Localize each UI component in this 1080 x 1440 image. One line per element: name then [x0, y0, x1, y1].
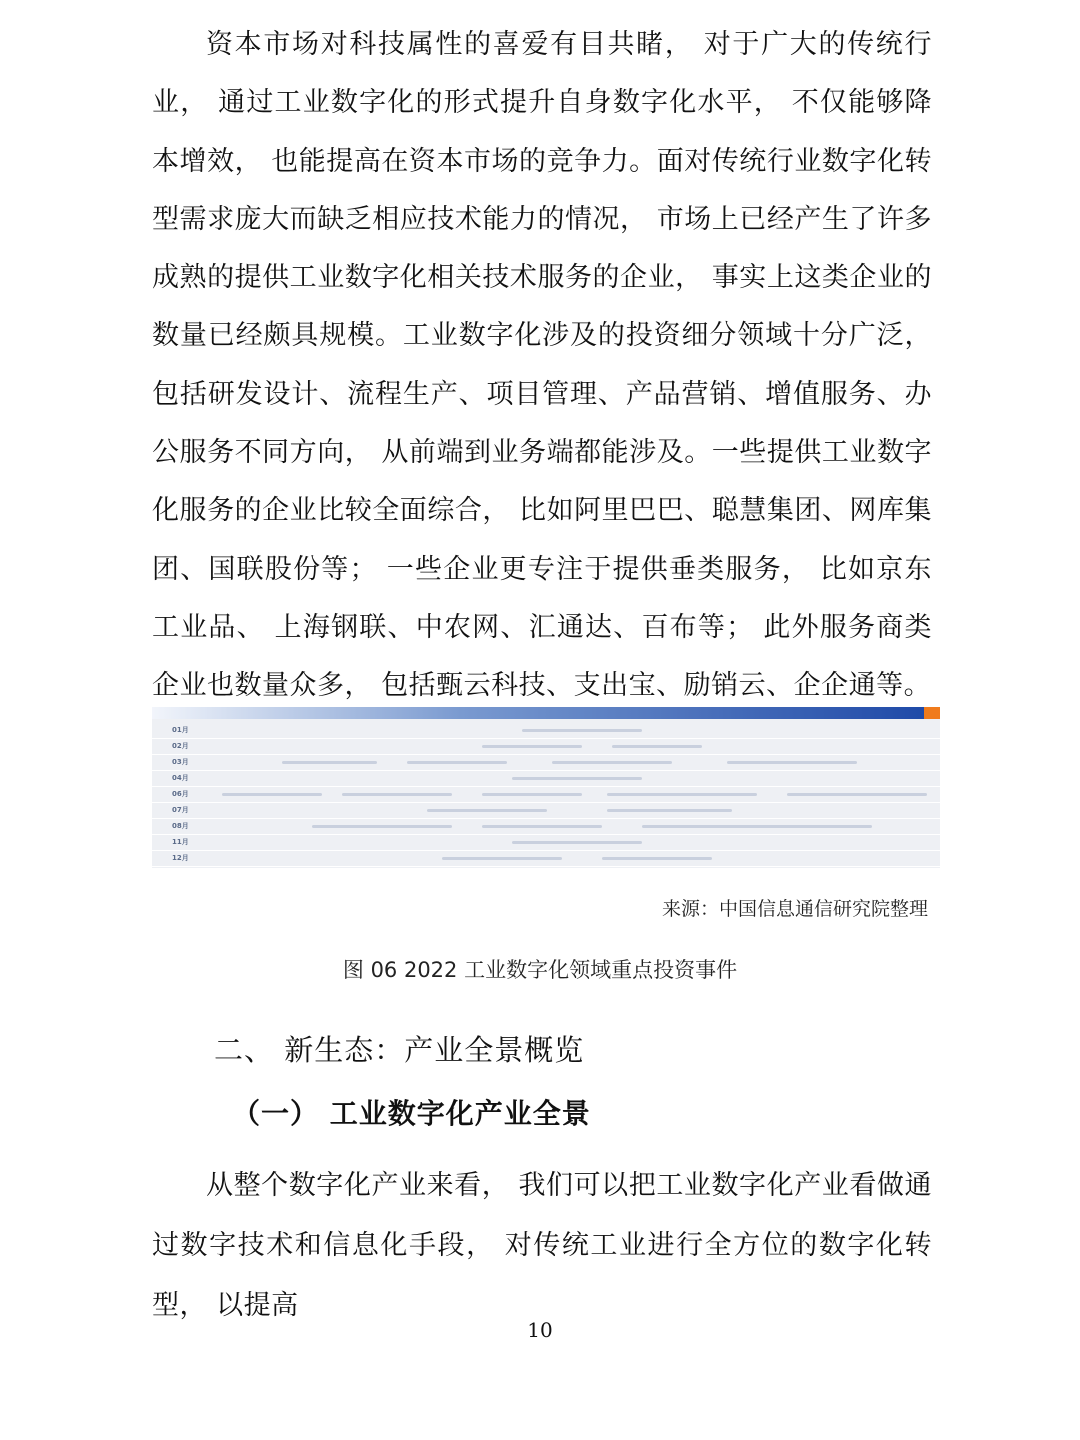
figure-header-accent [924, 707, 940, 719]
figure-month-label: 07月 [172, 806, 189, 814]
figure-event-text [787, 793, 927, 796]
figure-header-bar [152, 707, 924, 719]
figure-row [152, 836, 940, 851]
figure-month-label: 11月 [172, 838, 189, 846]
figure-row [152, 772, 940, 787]
figure-row [152, 820, 940, 835]
body-paragraph: 资本市场对科技属性的喜爱有目共睹， 对于广大的传统行业， 通过工业数字化的形式提升自身数字化水平， 不仅能够降本增效， 也能提高在资本市场的竞争力。面对传统行业数字化转型需求庞大而缺乏相应技术能力的情况， 市场上已经产生了许多成熟的提供工业数字化相关技术服务的企业， 事实上这类企业的数量已经颇具规模。工业数字化涉及的投资细分领域十分广泛， 包括研发设计、流程生产、项目管理、产品营销、增值服务、办公服务不同方向， 从前端到业务端都能涉及。一些提供工业数字化服务的企业比较全面综合， 比如阿里巴巴、聪慧集团、网库集团、国联股份等； 一些企业更专注于提供垂类服务， 比如京东工业品、 上海钢联、中农网、汇通达、百布等； 此外服务商类企业也数量众多， 包括甄云科技、支出宝、励销云、企企通等。 [152, 29, 932, 702]
figure-caption: 图 06 2022 工业数字化领域重点投资事件 [342, 958, 738, 982]
figure-row [152, 788, 940, 803]
figure-event-text [342, 793, 452, 796]
figure-month-label: 04月 [172, 774, 189, 782]
figure-event-text [312, 825, 452, 828]
figure-event-text [607, 809, 732, 812]
figure-row [152, 756, 940, 771]
figure-row [152, 740, 940, 755]
figure-month-label: 02月 [172, 742, 189, 750]
page-number: 10 [527, 1318, 553, 1342]
figure-event-text [222, 793, 322, 796]
figure-event-text [407, 761, 507, 764]
figure-event-text [642, 825, 872, 828]
figure-event-text [727, 761, 857, 764]
figure-source: 来源：中国信息通信研究院整理 [661, 898, 928, 920]
figure-event-text [522, 729, 642, 732]
section-heading: 二、 新生态：产业全景概览 [214, 1033, 585, 1067]
figure-month-label: 01月 [172, 726, 189, 734]
figure-month-label: 03月 [172, 758, 189, 766]
figure-event-text [552, 761, 672, 764]
figure-event-text [482, 745, 582, 748]
figure-row [152, 804, 940, 819]
investment-events-figure [152, 707, 940, 868]
figure-event-text [427, 809, 547, 812]
figure-event-text [602, 857, 712, 860]
figure-event-text [482, 793, 582, 796]
figure-row [152, 724, 940, 739]
figure-event-text [482, 825, 602, 828]
figure-event-text [607, 793, 757, 796]
figure-month-label: 12月 [172, 854, 189, 862]
figure-month-label: 06月 [172, 790, 189, 798]
figure-row [152, 852, 940, 867]
figure-event-text [612, 745, 702, 748]
body-paragraph: 从整个数字化产业来看， 我们可以把工业数字化产业看做通过数字技术和信息化手段， 对传统工业进行全方位的数字化转型， 以提高 [152, 1170, 932, 1321]
figure-month-label: 08月 [172, 822, 189, 830]
figure-event-text [512, 841, 642, 844]
figure-event-text [282, 761, 377, 764]
figure-event-text [442, 857, 562, 860]
subsection-heading: （一） 工业数字化产业全景 [232, 1097, 591, 1130]
figure-event-text [512, 777, 642, 780]
